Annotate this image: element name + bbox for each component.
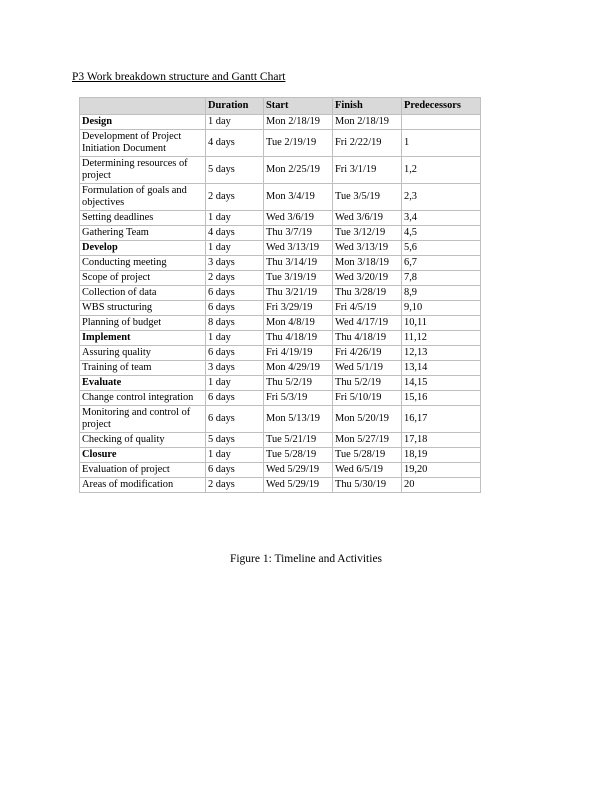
table-row — [80, 331, 481, 346]
header-predecessors: Predecessors — [402, 98, 481, 115]
table-row — [80, 211, 481, 226]
table-row — [80, 256, 481, 271]
duration-cell: 4 days — [206, 130, 264, 157]
finish-cell: Thu 5/30/19 — [333, 478, 402, 493]
predecessors-cell: 2,3 — [402, 184, 481, 211]
predecessors-cell: 5,6 — [402, 241, 481, 256]
start-cell: Mon 4/8/19 — [264, 316, 333, 331]
header-start: Start — [264, 98, 333, 115]
task-name-cell: Evaluation of project — [80, 463, 206, 478]
predecessors-cell: 9,10 — [402, 301, 481, 316]
finish-cell: Tue 3/12/19 — [333, 226, 402, 241]
finish-cell: Wed 3/6/19 — [333, 211, 402, 226]
duration-cell: 6 days — [206, 301, 264, 316]
duration-cell: 2 days — [206, 478, 264, 493]
predecessors-cell: 8,9 — [402, 286, 481, 301]
table-row — [80, 448, 481, 463]
task-name-cell: Collection of data — [80, 286, 206, 301]
predecessors-cell: 7,8 — [402, 271, 481, 286]
predecessors-cell: 18,19 — [402, 448, 481, 463]
finish-cell: Fri 3/1/19 — [333, 157, 402, 184]
wbs-table — [79, 97, 481, 493]
duration-cell: 6 days — [206, 463, 264, 478]
task-name-cell: Closure — [80, 448, 206, 463]
finish-cell: Fri 2/22/19 — [333, 130, 402, 157]
task-name-cell: Monitoring and control of project — [80, 406, 206, 433]
table-row — [80, 463, 481, 478]
start-cell: Thu 3/21/19 — [264, 286, 333, 301]
start-cell: Mon 4/29/19 — [264, 361, 333, 376]
duration-cell: 3 days — [206, 256, 264, 271]
predecessors-cell: 6,7 — [402, 256, 481, 271]
table-row — [80, 361, 481, 376]
finish-cell: Thu 4/18/19 — [333, 331, 402, 346]
table-row — [80, 433, 481, 448]
finish-cell: Thu 5/2/19 — [333, 376, 402, 391]
table-row — [80, 346, 481, 361]
duration-cell: 6 days — [206, 391, 264, 406]
start-cell: Tue 5/21/19 — [264, 433, 333, 448]
predecessors-cell: 10,11 — [402, 316, 481, 331]
start-cell: Fri 3/29/19 — [264, 301, 333, 316]
start-cell: Thu 4/18/19 — [264, 331, 333, 346]
start-cell: Mon 2/18/19 — [264, 115, 333, 130]
finish-cell: Tue 3/5/19 — [333, 184, 402, 211]
duration-cell: 4 days — [206, 226, 264, 241]
duration-cell: 6 days — [206, 346, 264, 361]
task-name-cell: Implement — [80, 331, 206, 346]
predecessors-cell: 20 — [402, 478, 481, 493]
table-row — [80, 184, 481, 211]
finish-cell: Tue 5/28/19 — [333, 448, 402, 463]
predecessors-cell: 17,18 — [402, 433, 481, 448]
duration-cell: 6 days — [206, 406, 264, 433]
task-name-cell: Planning of budget — [80, 316, 206, 331]
start-cell: Thu 3/14/19 — [264, 256, 333, 271]
task-name-cell: Conducting meeting — [80, 256, 206, 271]
finish-cell: Fri 5/10/19 — [333, 391, 402, 406]
document-heading: P3 Work breakdown structure and Gantt Chart — [72, 71, 286, 83]
figure-caption: Figure 1: Timeline and Activities — [229, 553, 383, 565]
duration-cell: 6 days — [206, 286, 264, 301]
start-cell: Mon 3/4/19 — [264, 184, 333, 211]
predecessors-cell: 1 — [402, 130, 481, 157]
duration-cell: 2 days — [206, 184, 264, 211]
table-row — [80, 241, 481, 256]
predecessors-cell: 14,15 — [402, 376, 481, 391]
task-name-cell: Design — [80, 115, 206, 130]
predecessors-cell: 1,2 — [402, 157, 481, 184]
table-row — [80, 226, 481, 241]
table-body — [80, 115, 481, 493]
duration-cell: 5 days — [206, 433, 264, 448]
finish-cell: Thu 3/28/19 — [333, 286, 402, 301]
duration-cell: 1 day — [206, 241, 264, 256]
header-finish: Finish — [333, 98, 402, 115]
task-name-cell: Formulation of goals and objectives — [80, 184, 206, 211]
table-row — [80, 316, 481, 331]
start-cell: Thu 5/2/19 — [264, 376, 333, 391]
predecessors-cell: 16,17 — [402, 406, 481, 433]
finish-cell: Fri 4/26/19 — [333, 346, 402, 361]
finish-cell: Mon 2/18/19 — [333, 115, 402, 130]
table-row — [80, 130, 481, 157]
predecessors-cell: 3,4 — [402, 211, 481, 226]
table-row — [80, 376, 481, 391]
predecessors-cell: 13,14 — [402, 361, 481, 376]
duration-cell: 2 days — [206, 271, 264, 286]
finish-cell: Wed 3/13/19 — [333, 241, 402, 256]
finish-cell: Mon 5/20/19 — [333, 406, 402, 433]
start-cell: Thu 3/7/19 — [264, 226, 333, 241]
start-cell: Wed 5/29/19 — [264, 478, 333, 493]
predecessors-cell: 11,12 — [402, 331, 481, 346]
table-row — [80, 391, 481, 406]
duration-cell: 1 day — [206, 115, 264, 130]
table-row — [80, 478, 481, 493]
duration-cell: 3 days — [206, 361, 264, 376]
table-row — [80, 115, 481, 130]
finish-cell: Wed 3/20/19 — [333, 271, 402, 286]
duration-cell: 1 day — [206, 211, 264, 226]
start-cell: Mon 5/13/19 — [264, 406, 333, 433]
task-name-cell: Development of Project Initiation Document — [80, 130, 206, 157]
start-cell: Tue 2/19/19 — [264, 130, 333, 157]
header-duration: Duration — [206, 98, 264, 115]
start-cell: Wed 3/6/19 — [264, 211, 333, 226]
predecessors-cell: 19,20 — [402, 463, 481, 478]
task-name-cell: Scope of project — [80, 271, 206, 286]
task-name-cell: Checking of quality — [80, 433, 206, 448]
table-row — [80, 406, 481, 433]
task-name-cell: WBS structuring — [80, 301, 206, 316]
start-cell: Fri 5/3/19 — [264, 391, 333, 406]
start-cell: Wed 5/29/19 — [264, 463, 333, 478]
finish-cell: Mon 5/27/19 — [333, 433, 402, 448]
start-cell: Tue 3/19/19 — [264, 271, 333, 286]
task-name-cell: Setting deadlines — [80, 211, 206, 226]
duration-cell: 1 day — [206, 376, 264, 391]
predecessors-cell: 15,16 — [402, 391, 481, 406]
task-name-cell: Assuring quality — [80, 346, 206, 361]
task-name-cell: Training of team — [80, 361, 206, 376]
finish-cell: Wed 4/17/19 — [333, 316, 402, 331]
predecessors-cell: 12,13 — [402, 346, 481, 361]
duration-cell: 1 day — [206, 331, 264, 346]
task-name-cell: Develop — [80, 241, 206, 256]
task-name-cell: Areas of modification — [80, 478, 206, 493]
predecessors-cell: 4,5 — [402, 226, 481, 241]
finish-cell: Mon 3/18/19 — [333, 256, 402, 271]
start-cell: Tue 5/28/19 — [264, 448, 333, 463]
finish-cell: Wed 6/5/19 — [333, 463, 402, 478]
start-cell: Fri 4/19/19 — [264, 346, 333, 361]
finish-cell: Fri 4/5/19 — [333, 301, 402, 316]
table-row — [80, 271, 481, 286]
predecessors-cell — [402, 115, 481, 130]
duration-cell: 1 day — [206, 448, 264, 463]
table-header-row — [80, 98, 481, 115]
duration-cell: 5 days — [206, 157, 264, 184]
task-name-cell: Determining resources of project — [80, 157, 206, 184]
header-task — [80, 98, 206, 115]
start-cell: Mon 2/25/19 — [264, 157, 333, 184]
table-row — [80, 301, 481, 316]
start-cell: Wed 3/13/19 — [264, 241, 333, 256]
duration-cell: 8 days — [206, 316, 264, 331]
task-name-cell: Evaluate — [80, 376, 206, 391]
table-row — [80, 157, 481, 184]
task-name-cell: Gathering Team — [80, 226, 206, 241]
task-name-cell: Change control integration — [80, 391, 206, 406]
table-row — [80, 286, 481, 301]
finish-cell: Wed 5/1/19 — [333, 361, 402, 376]
